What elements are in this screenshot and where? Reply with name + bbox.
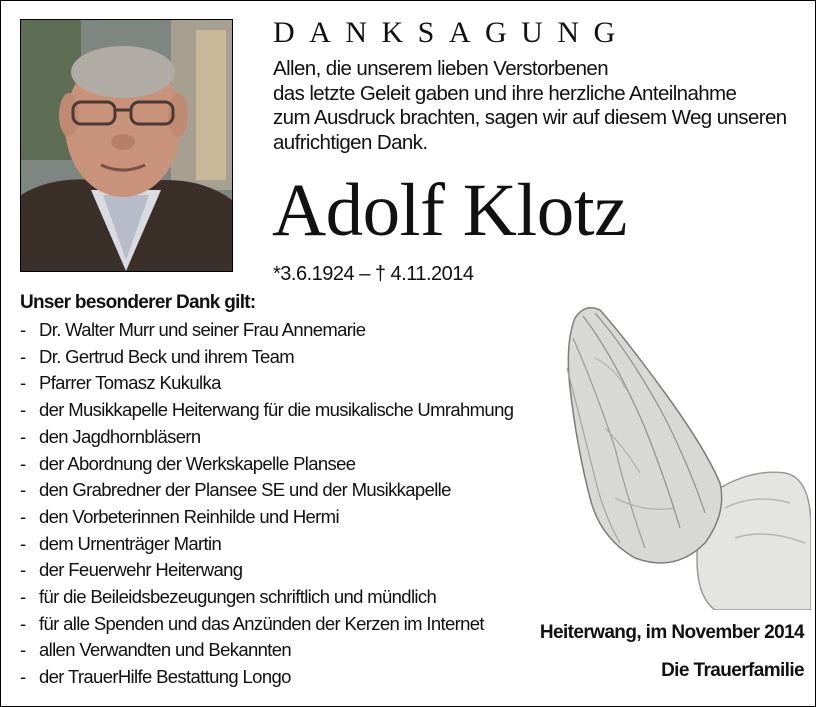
- list-item: [20, 557, 513, 584]
- intro-line: Allen, die unserem lieben Verstorbenen: [273, 57, 609, 80]
- list-item: [20, 611, 513, 638]
- list-item: [20, 397, 513, 424]
- list-item: [20, 317, 513, 344]
- intro-line: aufrichtigen Dank.: [273, 131, 428, 155]
- list-item-text: der TrauerHilfe Bestattung Longo: [39, 666, 291, 688]
- deceased-name: Adolf Klotz: [272, 169, 627, 252]
- list-item: [20, 344, 513, 371]
- heading-danksagung: DANKSAGUNG: [273, 16, 630, 49]
- list-marker: -: [20, 452, 26, 474]
- list-marker: -: [20, 319, 26, 340]
- signature: Die Trauerfamilie: [661, 660, 804, 681]
- list-item-text: den Vorbeterinnen Reinhilde und Hermi: [39, 505, 339, 527]
- list-marker: -: [20, 532, 26, 554]
- list-item: [20, 424, 513, 451]
- life-dates: *3.6.1924 – † 4.11.2014: [273, 263, 474, 285]
- list-item-text: der Feuerwehr Heiterwang: [39, 559, 243, 581]
- list-marker: -: [20, 612, 26, 634]
- list-item: [20, 504, 513, 531]
- praying-hands-image: [555, 298, 811, 610]
- list-marker: -: [20, 559, 26, 581]
- list-marker: -: [20, 399, 26, 421]
- list-item-text: allen Verwandten und Bekannten: [39, 639, 292, 661]
- list-item-text: Pfarrer Tomasz Kukulka: [39, 372, 221, 394]
- list-marker: -: [20, 372, 26, 394]
- list-item-text: den Jagdhornbläsern: [39, 425, 201, 447]
- list-item: [20, 637, 513, 664]
- list-marker: -: [20, 666, 26, 688]
- list-marker: -: [20, 639, 26, 661]
- list-item: [20, 664, 513, 691]
- list-item: [20, 531, 513, 558]
- list-item-text: der Musikkapelle Heiterwang für die musikalische Umrahmung: [39, 399, 514, 421]
- list-marker: -: [20, 586, 26, 608]
- thanks-title: Unser besonderer Dank gilt:: [20, 292, 256, 313]
- list-item-text: für die Beileidsbezeugungen schriftlich und mündlich: [39, 586, 437, 608]
- list-item-text: dem Urnenträger Martin: [39, 532, 222, 554]
- portrait-photo: [20, 19, 233, 272]
- intro-text: [273, 57, 793, 156]
- list-item: [20, 584, 513, 611]
- list-item: [20, 451, 513, 478]
- intro-line: zum Ausdruck brachten, sagen wir auf diesem Weg unseren: [273, 106, 787, 130]
- list-item-text: der Abordnung der Werkskapelle Plansee: [39, 452, 356, 474]
- place-and-date: Heiterwang, im November 2014: [539, 622, 804, 643]
- list-item-text: den Grabredner der Plansee SE und der Musikkapelle: [39, 479, 451, 501]
- list-item-text: für alle Spenden und das Anzünden der Kerzen im Internet: [39, 612, 484, 634]
- list-item-text: Dr. Gertrud Beck und ihrem Team: [39, 345, 295, 367]
- list-marker: -: [20, 425, 26, 447]
- list-item-text: Dr. Walter Murr und seiner Frau Annemarie: [39, 319, 366, 340]
- thanks-list: [20, 317, 513, 691]
- intro-line: das letzte Geleit gaben und ihre herzliche Anteilnahme: [273, 81, 737, 105]
- list-item: [20, 477, 513, 504]
- list-marker: -: [20, 505, 26, 527]
- list-item: [20, 370, 513, 397]
- list-marker: -: [20, 479, 26, 501]
- list-marker: -: [20, 345, 26, 367]
